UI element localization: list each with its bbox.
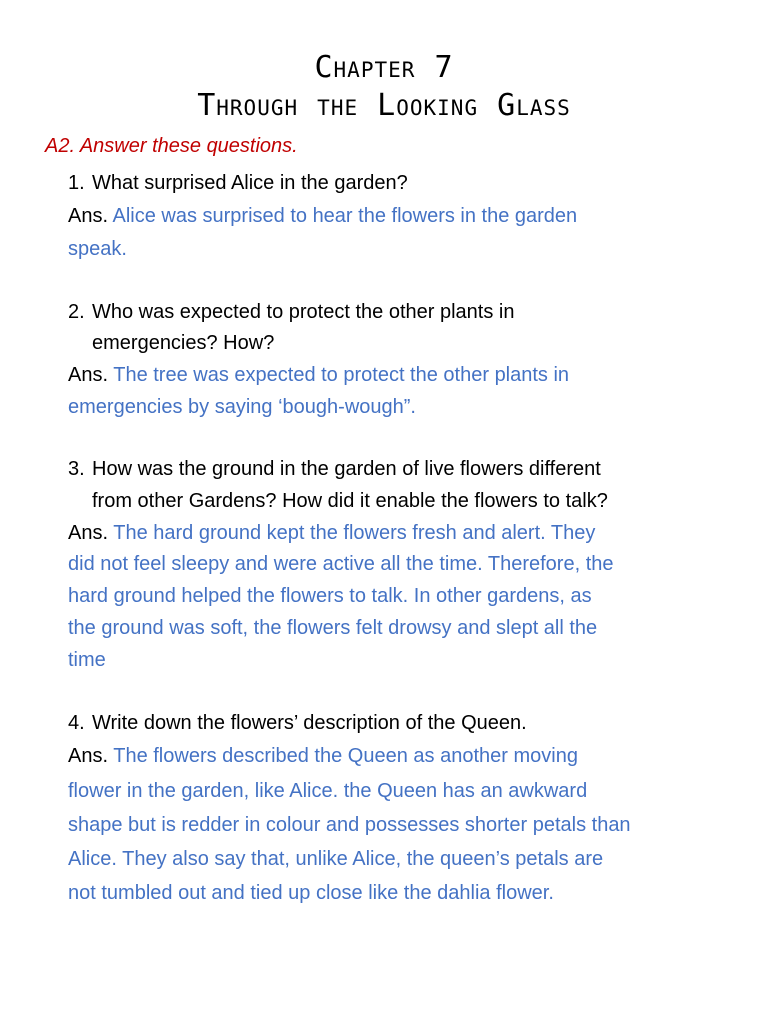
answer-4-line-1 [68, 745, 578, 768]
question-1 [68, 172, 408, 195]
question-number: 2. [68, 301, 85, 323]
answer-label: Ans. [68, 205, 109, 227]
question-text: Who was expected to protect the other plants in [92, 301, 515, 323]
answer-3-line-2: did not feel sleepy and were active all the time. Therefore, the [68, 553, 614, 575]
answer-3-line-3: hard ground helped the flowers to talk. In other gardens, as [68, 585, 592, 607]
answer-3-line-5: time [68, 649, 106, 671]
question-3 [68, 458, 601, 481]
answer-3-line-1 [68, 522, 595, 545]
answer-label: Ans. [68, 745, 109, 767]
answer-text: The tree was expected to protect the other plants in [113, 364, 570, 386]
answer-label: Ans. [68, 522, 109, 544]
answer-1-line-2: speak. [68, 238, 127, 260]
answer-2-line-1 [68, 364, 569, 387]
question-3-line-2: from other Gardens? How did it enable the flowers to talk? [92, 490, 608, 512]
question-number: 4. [68, 712, 85, 734]
answer-1-line-1 [68, 205, 577, 228]
question-number: 3. [68, 458, 85, 480]
question-number: 1. [68, 172, 85, 194]
question-text: How was the ground in the garden of live flowers different [92, 458, 601, 480]
answer-2-line-2: emergencies by saying ‘bough-wough”. [68, 396, 416, 418]
answer-text: The flowers described the Queen as another moving [113, 745, 578, 767]
question-2-line-2: emergencies? How? [92, 332, 275, 354]
answer-4-line-4: Alice. They also say that, unlike Alice, the queen’s petals are [68, 848, 604, 870]
answer-4-line-5: not tumbled out and tied up close like the dahlia flower. [68, 882, 554, 904]
answer-4-line-3: shape but is redder in colour and possesses shorter petals than [68, 814, 631, 836]
chapter-title: Through the Looking Glass [197, 88, 571, 123]
answer-text: The hard ground kept the flowers fresh and alert. They [113, 522, 596, 544]
question-2 [68, 301, 514, 324]
answer-4-line-2: flower in the garden, like Alice. the Queen has an awkward [68, 780, 588, 802]
answer-3-line-4: the ground was soft, the flowers felt drowsy and slept all the [68, 617, 598, 639]
section-instruction: A2. Answer these questions. [45, 135, 298, 157]
chapter-heading: Chapter 7 [314, 50, 454, 85]
question-text: Write down the flowers’ description of the Queen. [92, 712, 527, 734]
answer-text: Alice was surprised to hear the flowers in the garden [112, 205, 578, 227]
answer-label: Ans. [68, 364, 109, 386]
question-text: What surprised Alice in the garden? [92, 172, 408, 194]
question-4 [68, 712, 527, 735]
